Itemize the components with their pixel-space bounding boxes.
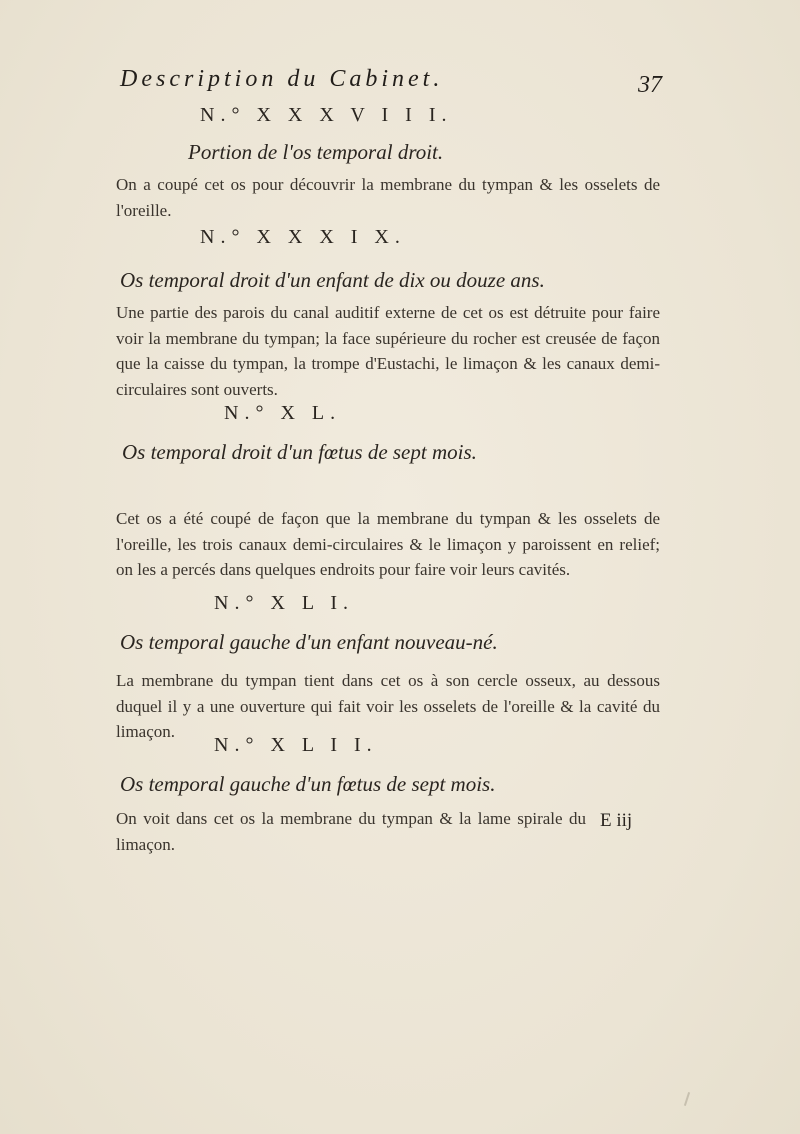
entry-body: On voit dans cet os la membrane du tympan & la lame spirale du limaçon. — [116, 809, 586, 854]
entry-title: Portion de l'os temporal droit. — [188, 140, 444, 164]
entry-title: Os temporal droit d'un enfant de dix ou douze ans. — [120, 268, 545, 292]
entry-number: N.° X L I. — [214, 592, 355, 614]
entry-number: N.° X L. — [224, 402, 342, 424]
entry-body: Une partie des parois du canal auditif externe de cet os est détruite pour faire voir la membrane du tympan; la face supérieure du rocher est creusée de façon que la caisse du tympan, la trompe d'Eustachi, le limaçon & les canaux demi-circulaires sont ouverts. — [116, 303, 660, 399]
entry-body: Cet os a été coupé de façon que la membrane du tympan & les osselets de l'oreille, les trois canaux demi-circulaires & le limaçon y paroissent en relief; on les a percés dans quelques endroits pour faire voir leurs cavités. — [116, 509, 660, 579]
page-number: 37 — [638, 72, 662, 98]
entry-title: Os temporal gauche d'un fœtus de sept mois. — [120, 772, 496, 796]
signature-mark: E iij — [600, 810, 633, 831]
entry-title: Os temporal droit d'un fœtus de sept mois. — [122, 440, 477, 464]
running-head: Description du Cabinet. — [120, 66, 444, 92]
entry-number: N.° X X X I X. — [200, 226, 406, 248]
paper-speck — [684, 1092, 690, 1106]
entry-title: Os temporal gauche d'un enfant nouveau-né. — [120, 630, 498, 654]
entry-body: La membrane du tympan tient dans cet os à son cercle osseux, au dessous duquel il y a une ouverture qui fait voir les osselets de l'oreille & la cavité du limaçon. — [116, 671, 660, 741]
entry-number: N.° X L I I. — [214, 734, 378, 756]
entry-body: On a coupé cet os pour découvrir la membrane du tympan & les osselets de l'oreille. — [116, 175, 660, 220]
entry-number: N.° X X X V I I I. — [200, 104, 453, 126]
